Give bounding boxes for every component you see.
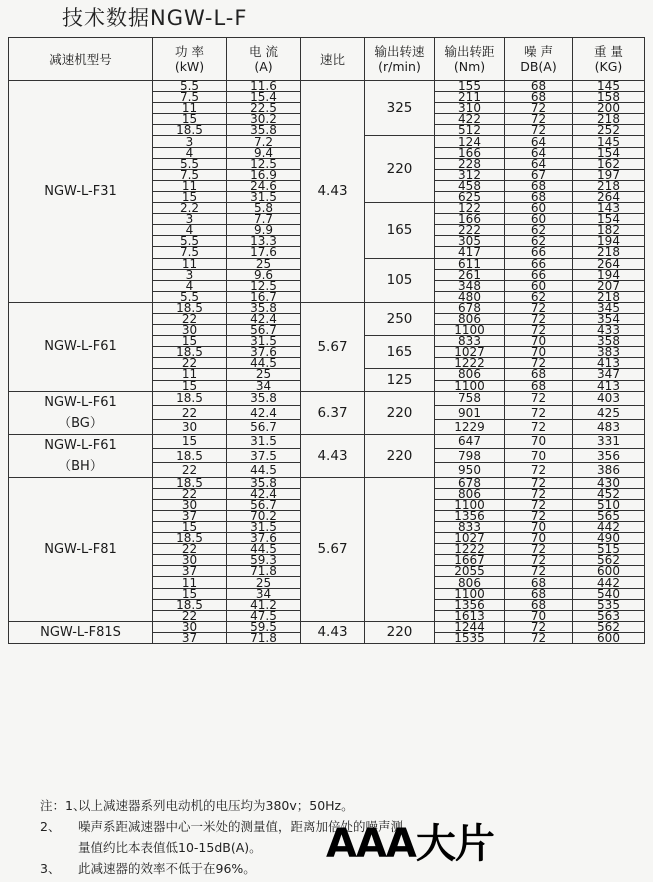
weight-cell: 562 [573,555,645,566]
current-cell: 12.5 [227,158,301,169]
power-cell: 22 [153,405,227,419]
power-cell: 37 [153,566,227,577]
current-cell: 70.2 [227,510,301,521]
noise-cell: 67 [505,169,573,180]
model-cell: NGW-L-F81S [9,621,153,643]
power-cell: 22 [153,463,227,477]
power-cell: 18.5 [153,599,227,610]
noise-cell: 72 [505,302,573,313]
noise-cell: 72 [505,420,573,434]
torque-cell: 625 [435,191,505,202]
power-cell: 11 [153,258,227,269]
current-cell: 41.2 [227,599,301,610]
noise-cell: 70 [505,347,573,358]
note-1: 注：1、以上减速器系列电动机的电压均为380v；50Hz。 [40,798,354,813]
noise-cell: 68 [505,577,573,588]
current-cell: 31.5 [227,522,301,533]
noise-cell: 72 [505,510,573,521]
power-cell: 22 [153,313,227,324]
torque-cell: 1244 [435,621,505,632]
current-cell: 34 [227,588,301,599]
ratio-cell: 5.67 [301,302,365,391]
power-cell: 18.5 [153,391,227,405]
torque-cell: 1027 [435,533,505,544]
speed-cell: 220 [365,391,435,434]
weight-cell: 413 [573,358,645,369]
power-cell: 30 [153,420,227,434]
torque-cell: 758 [435,391,505,405]
weight-cell: 600 [573,566,645,577]
speed-cell: 250 [365,302,435,335]
current-cell: 25 [227,577,301,588]
torque-cell: 480 [435,291,505,302]
current-cell: 56.7 [227,499,301,510]
torque-cell: 122 [435,203,505,214]
torque-cell: 155 [435,81,505,92]
torque-cell: 2055 [435,566,505,577]
current-cell: 42.4 [227,405,301,419]
speed-cell: 220 [365,621,435,643]
torque-cell: 310 [435,103,505,114]
speed-cell: 325 [365,81,435,136]
noise-cell: 68 [505,599,573,610]
weight-cell: 386 [573,463,645,477]
weight-cell: 483 [573,420,645,434]
weight-cell: 158 [573,92,645,103]
noise-cell: 72 [505,477,573,488]
power-cell: 18.5 [153,302,227,313]
torque-cell: 806 [435,488,505,499]
header-cell: 速比 [301,38,365,81]
ratio-cell: 4.43 [301,434,365,477]
power-cell: 15 [153,114,227,125]
current-cell: 22.5 [227,103,301,114]
power-cell: 30 [153,325,227,336]
weight-cell: 218 [573,291,645,302]
weight-cell: 535 [573,599,645,610]
torque-cell: 1100 [435,325,505,336]
weight-cell: 442 [573,522,645,533]
power-cell: 7.5 [153,247,227,258]
torque-cell: 1229 [435,420,505,434]
noise-cell: 72 [505,125,573,136]
current-cell: 59.3 [227,555,301,566]
power-cell: 15 [153,588,227,599]
current-cell: 71.8 [227,632,301,643]
noise-cell: 72 [505,463,573,477]
power-cell: 18.5 [153,347,227,358]
noise-cell: 68 [505,81,573,92]
current-cell: 37.6 [227,533,301,544]
noise-cell: 72 [505,499,573,510]
noise-cell: 72 [505,488,573,499]
weight-cell: 442 [573,577,645,588]
weight-cell: 403 [573,391,645,405]
model-cell: NGW-L-F61 （BH） [9,434,153,477]
noise-cell: 72 [505,313,573,324]
noise-cell: 62 [505,291,573,302]
ratio-cell: 4.43 [301,621,365,643]
torque-cell: 124 [435,136,505,147]
noise-cell: 72 [505,405,573,419]
weight-cell: 347 [573,369,645,380]
weight-cell: 264 [573,258,645,269]
power-cell: 4 [153,280,227,291]
noise-cell: 70 [505,610,573,621]
power-cell: 30 [153,621,227,632]
noise-cell: 60 [505,280,573,291]
torque-cell: 1027 [435,347,505,358]
model-cell: NGW-L-F61 （BG） [9,391,153,434]
torque-cell: 611 [435,258,505,269]
torque-cell: 806 [435,369,505,380]
current-cell: 9.9 [227,225,301,236]
noise-cell: 68 [505,369,573,380]
ratio-cell: 4.43 [301,81,365,303]
noise-cell: 66 [505,247,573,258]
current-cell: 7.7 [227,214,301,225]
table-row [9,434,645,448]
power-cell: 5.5 [153,158,227,169]
power-cell: 37 [153,510,227,521]
current-cell: 34 [227,380,301,391]
power-cell: 11 [153,180,227,191]
power-cell: 7.5 [153,92,227,103]
torque-cell: 1356 [435,599,505,610]
weight-cell: 565 [573,510,645,521]
noise-cell: 68 [505,588,573,599]
weight-cell: 154 [573,214,645,225]
weight-cell: 413 [573,380,645,391]
current-cell: 9.6 [227,269,301,280]
header-cell: 电 流 (A) [227,38,301,81]
torque-cell: 833 [435,336,505,347]
speed-cell: 165 [365,203,435,258]
weight-cell: 425 [573,405,645,419]
torque-cell: 1100 [435,380,505,391]
specs-body [9,81,645,644]
torque-cell: 1100 [435,588,505,599]
weight-cell: 490 [573,533,645,544]
current-cell: 13.3 [227,236,301,247]
current-cell: 37.6 [227,347,301,358]
noise-cell: 68 [505,380,573,391]
power-cell: 11 [153,577,227,588]
current-cell: 12.5 [227,280,301,291]
torque-cell: 417 [435,247,505,258]
power-cell: 22 [153,544,227,555]
weight-cell: 264 [573,191,645,202]
torque-cell: 678 [435,477,505,488]
weight-cell: 452 [573,488,645,499]
current-cell: 11.6 [227,81,301,92]
noise-cell: 68 [505,92,573,103]
torque-cell: 422 [435,114,505,125]
noise-cell: 66 [505,269,573,280]
torque-cell: 166 [435,147,505,158]
current-cell: 31.5 [227,434,301,448]
weight-cell: 218 [573,114,645,125]
current-cell: 31.5 [227,191,301,202]
noise-cell: 70 [505,533,573,544]
power-cell: 15 [153,522,227,533]
page-title: 技术数据NGW-L-F [62,6,248,30]
torque-cell: 261 [435,269,505,280]
noise-cell: 62 [505,225,573,236]
noise-cell: 72 [505,544,573,555]
current-cell: 35.8 [227,477,301,488]
torque-cell: 1356 [435,510,505,521]
watermark: AAA大片 [326,821,494,867]
table-row [9,81,645,92]
model-cell: NGW-L-F61 [9,302,153,391]
power-cell: 15 [153,191,227,202]
table-row [9,302,645,313]
power-cell: 7.5 [153,169,227,180]
noise-cell: 72 [505,566,573,577]
noise-cell: 72 [505,632,573,643]
header-cell: 输出转速 (r/min) [365,38,435,81]
power-cell: 3 [153,214,227,225]
weight-cell: 430 [573,477,645,488]
weight-cell: 383 [573,347,645,358]
torque-cell: 166 [435,214,505,225]
power-cell: 30 [153,499,227,510]
current-cell: 25 [227,369,301,380]
current-cell: 56.7 [227,325,301,336]
weight-cell: 207 [573,280,645,291]
weight-cell: 358 [573,336,645,347]
torque-cell: 211 [435,92,505,103]
torque-cell: 512 [435,125,505,136]
power-cell: 11 [153,369,227,380]
table-row [9,621,645,632]
noise-cell: 64 [505,136,573,147]
current-cell: 71.8 [227,566,301,577]
current-cell: 35.8 [227,391,301,405]
header-row [9,38,645,81]
power-cell: 4 [153,225,227,236]
torque-cell: 348 [435,280,505,291]
weight-cell: 562 [573,621,645,632]
torque-cell: 1222 [435,358,505,369]
weight-cell: 356 [573,448,645,462]
weight-cell: 154 [573,147,645,158]
noise-cell: 68 [505,180,573,191]
power-cell: 5.5 [153,81,227,92]
torque-cell: 798 [435,448,505,462]
current-cell: 44.5 [227,463,301,477]
noise-cell: 64 [505,158,573,169]
weight-cell: 145 [573,136,645,147]
torque-cell: 678 [435,302,505,313]
power-cell: 3 [153,269,227,280]
current-cell: 56.7 [227,420,301,434]
weight-cell: 600 [573,632,645,643]
weight-cell: 143 [573,203,645,214]
power-cell: 5.5 [153,291,227,302]
noise-cell: 72 [505,325,573,336]
weight-cell: 515 [573,544,645,555]
speed-cell [365,477,435,621]
header-cell: 噪 声 DB(A) [505,38,573,81]
weight-cell: 510 [573,499,645,510]
noise-cell: 68 [505,191,573,202]
specs-table [8,37,645,644]
current-cell: 25 [227,258,301,269]
current-cell: 24.6 [227,180,301,191]
noise-cell: 72 [505,103,573,114]
weight-cell: 218 [573,180,645,191]
weight-cell: 354 [573,313,645,324]
torque-cell: 901 [435,405,505,419]
weight-cell: 433 [573,325,645,336]
current-cell: 35.8 [227,125,301,136]
torque-cell: 1613 [435,610,505,621]
current-cell: 37.5 [227,448,301,462]
current-cell: 44.5 [227,544,301,555]
power-cell: 22 [153,358,227,369]
power-cell: 5.5 [153,236,227,247]
power-cell: 4 [153,147,227,158]
power-cell: 3 [153,136,227,147]
weight-cell: 252 [573,125,645,136]
noise-cell: 60 [505,203,573,214]
power-cell: 22 [153,610,227,621]
torque-cell: 458 [435,180,505,191]
noise-cell: 62 [505,236,573,247]
noise-cell: 72 [505,358,573,369]
ratio-cell: 6.37 [301,391,365,434]
noise-cell: 72 [505,391,573,405]
weight-cell: 162 [573,158,645,169]
power-cell: 15 [153,380,227,391]
model-cell: NGW-L-F31 [9,81,153,303]
torque-cell: 1667 [435,555,505,566]
noise-cell: 70 [505,336,573,347]
torque-cell: 305 [435,236,505,247]
noise-cell: 60 [505,214,573,225]
current-cell: 59.5 [227,621,301,632]
speed-cell: 125 [365,369,435,391]
current-cell: 30.2 [227,114,301,125]
power-cell: 37 [153,632,227,643]
torque-cell: 1222 [435,544,505,555]
weight-cell: 197 [573,169,645,180]
power-cell: 11 [153,103,227,114]
current-cell: 7.2 [227,136,301,147]
weight-cell: 194 [573,269,645,280]
current-cell: 15.4 [227,92,301,103]
torque-cell: 222 [435,225,505,236]
table-row [9,477,645,488]
current-cell: 35.8 [227,302,301,313]
current-cell: 44.5 [227,358,301,369]
power-cell: 22 [153,488,227,499]
current-cell: 9.4 [227,147,301,158]
weight-cell: 345 [573,302,645,313]
torque-cell: 647 [435,434,505,448]
noise-cell: 66 [505,258,573,269]
current-cell: 42.4 [227,313,301,324]
noise-cell: 72 [505,114,573,125]
note-2: 2、 噪声系距减速器中心一米处的测量值，距离加倍处的噪声测 [40,819,404,834]
power-cell: 15 [153,434,227,448]
power-cell: 18.5 [153,477,227,488]
ratio-cell: 5.67 [301,477,365,621]
current-cell: 16.7 [227,291,301,302]
weight-cell: 218 [573,247,645,258]
speed-cell: 220 [365,136,435,203]
current-cell: 31.5 [227,336,301,347]
weight-cell: 200 [573,103,645,114]
header-cell: 输出转距 (Nm) [435,38,505,81]
noise-cell: 72 [505,555,573,566]
weight-cell: 145 [573,81,645,92]
current-cell: 16.9 [227,169,301,180]
weight-cell: 182 [573,225,645,236]
noise-cell: 72 [505,621,573,632]
torque-cell: 806 [435,577,505,588]
current-cell: 5.8 [227,203,301,214]
table-row [9,391,645,405]
torque-cell: 950 [435,463,505,477]
current-cell: 47.5 [227,610,301,621]
torque-cell: 1100 [435,499,505,510]
weight-cell: 540 [573,588,645,599]
model-cell: NGW-L-F81 [9,477,153,621]
weight-cell: 194 [573,236,645,247]
weight-cell: 563 [573,610,645,621]
speed-cell: 165 [365,336,435,369]
weight-cell: 331 [573,434,645,448]
speed-cell: 220 [365,434,435,477]
header-cell: 减速机型号 [9,38,153,81]
speed-cell: 105 [365,258,435,302]
power-cell: 18.5 [153,125,227,136]
noise-cell: 70 [505,434,573,448]
torque-cell: 1535 [435,632,505,643]
power-cell: 2.2 [153,203,227,214]
power-cell: 30 [153,555,227,566]
torque-cell: 833 [435,522,505,533]
torque-cell: 228 [435,158,505,169]
noise-cell: 64 [505,147,573,158]
note-3: 3、 此减速器的效率不低于在96%。 [40,861,256,876]
current-cell: 17.6 [227,247,301,258]
noise-cell: 70 [505,448,573,462]
header-cell: 重 量 (KG) [573,38,645,81]
current-cell: 42.4 [227,488,301,499]
power-cell: 18.5 [153,448,227,462]
noise-cell: 70 [505,522,573,533]
header-cell: 功 率 (kW) [153,38,227,81]
torque-cell: 806 [435,313,505,324]
torque-cell: 312 [435,169,505,180]
note-2-continued: 量值约比本表值低10-15dB(A)。 [78,840,262,855]
power-cell: 15 [153,336,227,347]
power-cell: 18.5 [153,533,227,544]
